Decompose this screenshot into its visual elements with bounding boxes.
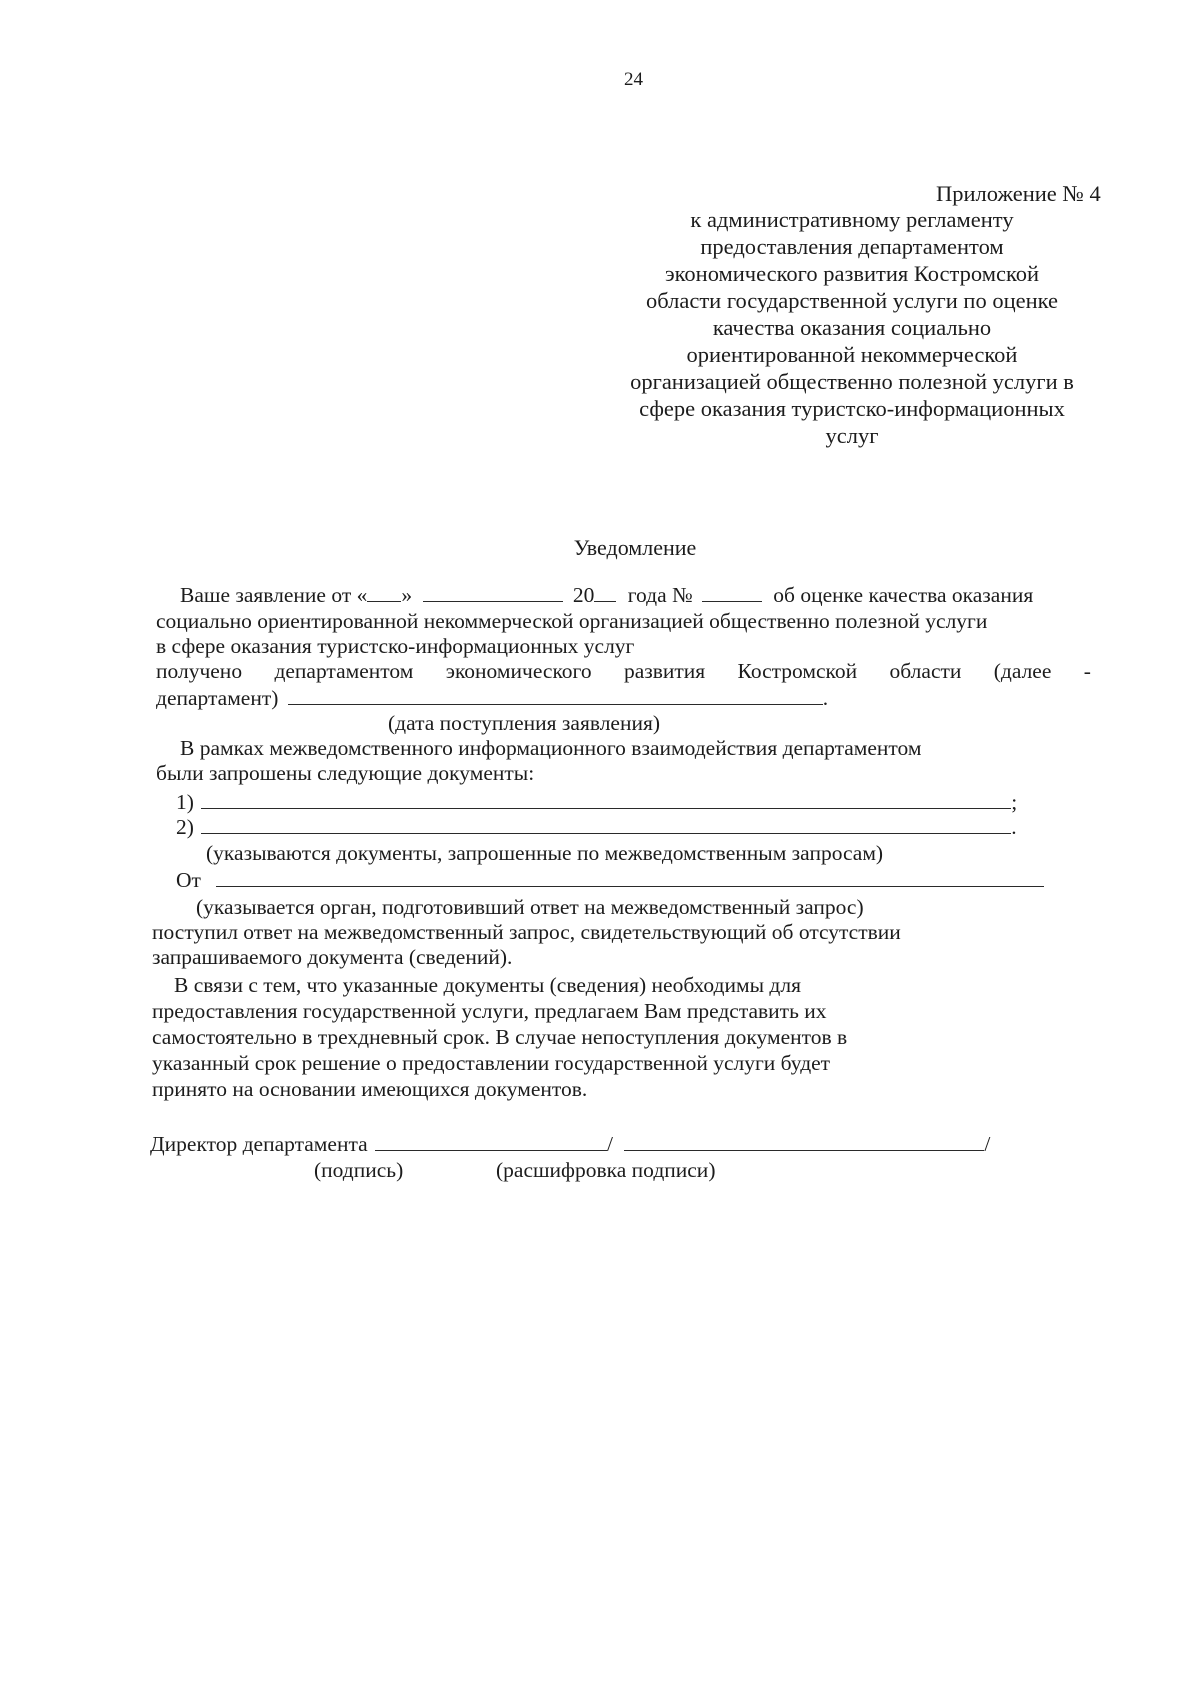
paragraph-line: предоставления государственной услуги, предлагаем Вам представить их: [152, 999, 827, 1023]
appendix-line: ориентированной некоммерческой: [686, 342, 1018, 367]
document-2-field[interactable]: [201, 815, 1011, 834]
paragraph-line: были запрошены следующие документы:: [156, 761, 535, 785]
appendix-line: предоставления департаментом: [700, 234, 1004, 259]
day-field[interactable]: [367, 583, 401, 602]
year-field[interactable]: [594, 583, 616, 602]
appendix-heading: Приложение № 4: [936, 181, 1101, 206]
appendix-line: организацией общественно полезной услуги в: [630, 369, 1074, 394]
appendix-line: экономического развития Костромской: [664, 261, 1040, 286]
field-caption: (указываются документы, запрошенные по межведомственным запросам): [206, 841, 884, 865]
signature-caption: (подпись): [314, 1158, 404, 1182]
appendix-line: области государственной услуги по оценке: [645, 288, 1059, 313]
appendix-line: к административному регламенту: [690, 207, 1014, 232]
document-item-1: 1) ;: [176, 790, 1018, 814]
paragraph-line: указанный срок решение о предоставлении государственной услуги будет: [152, 1051, 831, 1075]
department-line: департамент) .: [156, 686, 829, 710]
appendix-line: сфере оказания туристско-информационных: [639, 396, 1065, 421]
paragraph-line-justified: получено департаментом экономического развития Костромской области (далее -: [156, 659, 1091, 683]
signature-line: Директор департамента / /: [150, 1132, 991, 1156]
paragraph-line: социально ориентированной некоммерческой организацией общественно полезной услуги: [156, 609, 988, 633]
month-field[interactable]: [423, 583, 563, 602]
appendix-description: [590, 206, 1114, 449]
paragraph-line: В рамках межведомственного информационного взаимодействия департаментом: [180, 736, 922, 760]
paragraph-line: самостоятельно в трехдневный срок. В случае непоступления документов в: [152, 1025, 848, 1049]
paragraph-line: поступил ответ на межведомственный запрос, свидетельствующий об отсутствии: [152, 920, 901, 944]
paragraph-line: В связи с тем, что указанные документы (сведения) необходимы для: [174, 973, 801, 997]
document-title: Уведомление: [573, 535, 697, 560]
page-number: 24: [624, 69, 643, 90]
application-line: Ваше заявление от « » 20 года № об оценке качества оказания: [180, 583, 1034, 607]
paragraph-line: запрашиваемого документа (сведений).: [152, 945, 513, 969]
signature-field[interactable]: [375, 1132, 607, 1151]
paragraph-line: в сфере оказания туристско-информационных услуг: [156, 634, 635, 658]
from-line: От: [176, 868, 1044, 892]
paragraph-line: принято на основании имеющихся документов.: [152, 1077, 588, 1101]
document-item-2: 2) .: [176, 815, 1017, 839]
receipt-date-field[interactable]: [288, 686, 823, 705]
field-caption: (дата поступления заявления): [388, 711, 661, 735]
appendix-line: услуг: [825, 423, 879, 448]
field-caption: (указывается орган, подготовивший ответ на межведомственный запрос): [196, 895, 864, 919]
appendix-line: качества оказания социально: [712, 315, 992, 340]
signature-decode-caption: (расшифровка подписи): [496, 1158, 716, 1182]
document-1-field[interactable]: [201, 790, 1011, 809]
application-number-field[interactable]: [702, 583, 762, 602]
signature-decode-field[interactable]: [624, 1132, 984, 1151]
authority-field[interactable]: [216, 868, 1044, 887]
